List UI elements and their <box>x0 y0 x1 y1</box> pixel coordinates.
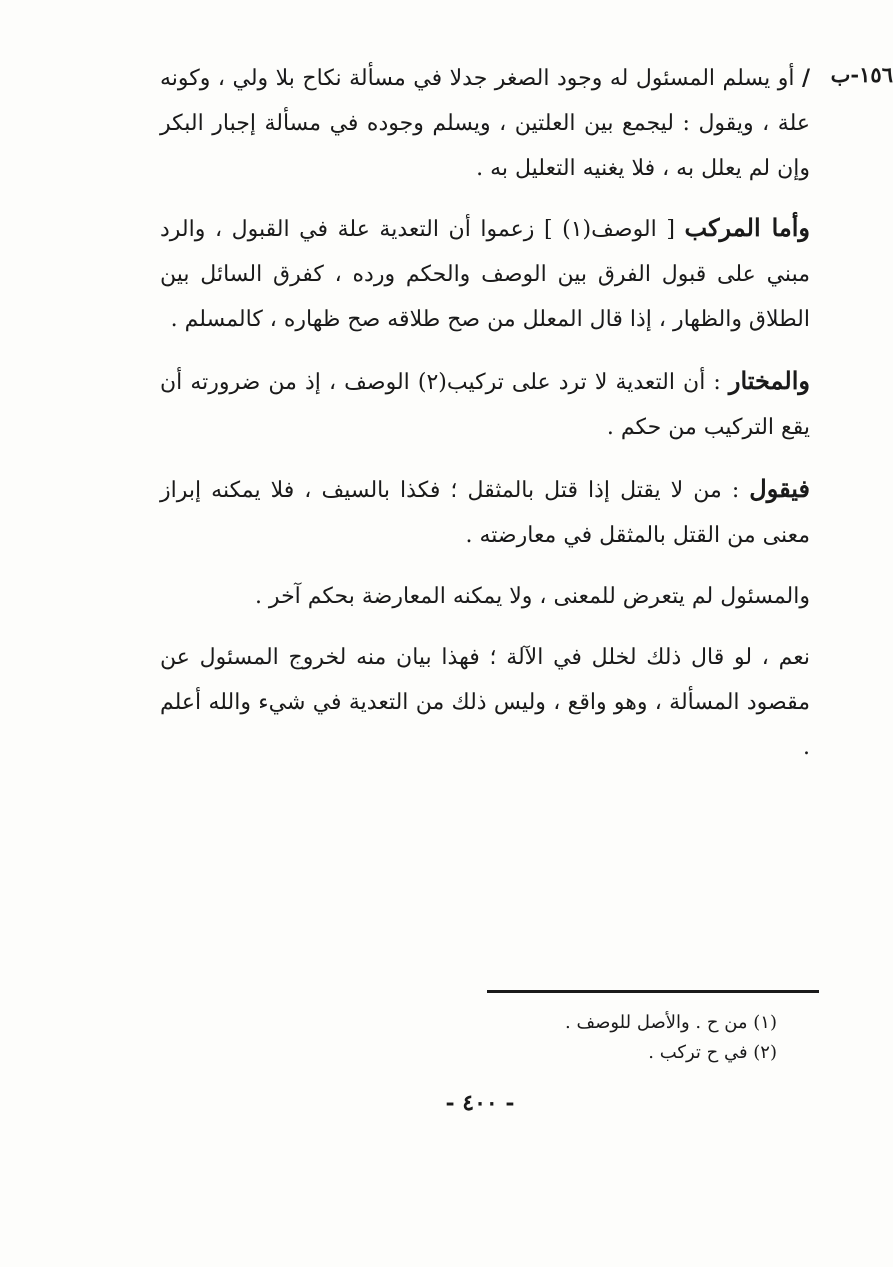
footnotes <box>487 1008 777 1068</box>
paragraph-text: نعم ، لو قال ذلك لخلل في الآلة ؛ فهذا بيان منه لخروج المسئول عن مقصود المسألة ، وهو واقع ، وليس ذلك من التعدية في شيء والله أعلم . <box>160 645 810 760</box>
paragraph-text: أو يسلم المسئول له وجود الصغر جدلا في مسألة نكاح بلا ولي ، وكونه علة ، ويقول : ليجمع بين العلتين ، ويسلم وجوده في مسألة إجبار البكر وإن لم يعلل به ، فلا يغنيه التعليل به . <box>160 66 810 181</box>
paragraph-text: : من لا يقتل إذا قتل بالمثقل ؛ فكذا بالسيف ، فلا يمكنه إبراز معنى من القتل بالمثقل في معارضته . <box>160 478 810 548</box>
paragraph-3 <box>160 358 810 450</box>
page-number: - ٤٠٠ - <box>445 1090 515 1116</box>
footnote-1: (١) من ح . والأصل للوصف . <box>565 1012 777 1033</box>
footnote-2: (٢) في ح تركب . <box>648 1042 777 1063</box>
paragraph-text: والمسئول لم يتعرض للمعنى ، ولا يمكنه المعارضة بحكم آخر . <box>254 584 810 609</box>
manuscript-folio-reference: ١٥٦-ب <box>830 62 893 87</box>
main-text <box>160 56 810 786</box>
paragraph-lead: فيقول <box>749 474 810 503</box>
paragraph-4 <box>160 466 810 558</box>
paragraph-2 <box>160 205 810 342</box>
folio-mark: / <box>801 65 810 91</box>
paragraph-text: [ الوصف(١) ] زعموا أن التعدية علة في القبول ، والرد مبني على قبول الفرق بين الوصف والحكم ورده ، كفرق السائل بين الطلاق والظهار ، إذا قال المعلل من صح طلاقه صح ظهاره ، كالمسلم . <box>160 217 810 332</box>
footnote-separator <box>487 990 819 993</box>
paragraph-6 <box>160 635 810 770</box>
paragraph-text: : أن التعدية لا ترد على تركيب(٢) الوصف ، إذ من ضرورته أن يقع التركيب من حكم . <box>160 370 810 440</box>
paragraph-lead: وأما المركب <box>684 213 810 242</box>
paragraph-1 <box>160 56 810 191</box>
paragraph-lead: والمختار <box>728 366 810 395</box>
paragraph-5 <box>160 574 810 619</box>
